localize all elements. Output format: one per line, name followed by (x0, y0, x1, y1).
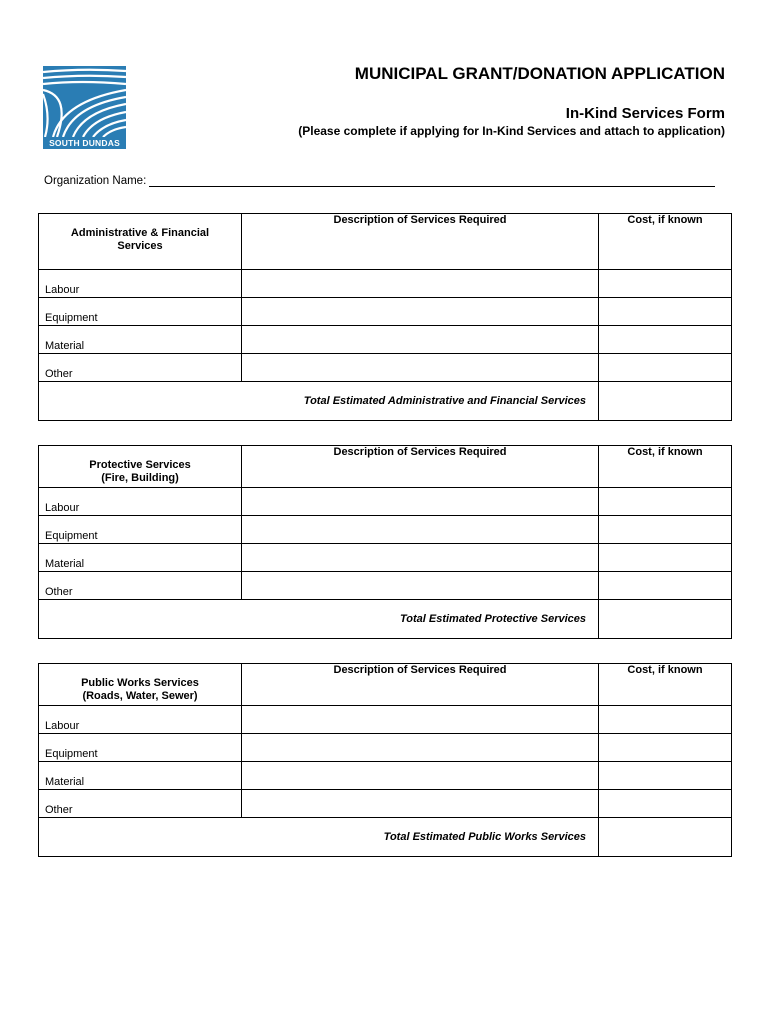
table-row (39, 516, 732, 544)
row-label: Labour (39, 488, 242, 516)
row-label: Equipment (39, 734, 242, 762)
table-row (39, 544, 732, 572)
form-subtitle: In-Kind Services Form (565, 105, 725, 122)
cost-cell[interactable] (599, 298, 732, 326)
category-line1: Protective Services (89, 459, 191, 471)
total-cost-cell[interactable] (599, 382, 732, 421)
total-cost-cell[interactable] (599, 600, 732, 639)
total-label: Total Estimated Administrative and Financial Services (39, 382, 599, 421)
south-dundas-logo (43, 66, 126, 149)
row-label: Other (39, 790, 242, 818)
table-row (39, 270, 732, 298)
description-cell[interactable] (242, 734, 599, 762)
row-label: Labour (39, 706, 242, 734)
description-cell[interactable] (242, 790, 599, 818)
row-label: Equipment (39, 298, 242, 326)
total-label: Total Estimated Public Works Services (39, 818, 599, 857)
cost-cell[interactable] (599, 354, 732, 382)
category-line2: (Roads, Water, Sewer) (82, 690, 198, 702)
cost-header: Cost, if known (599, 446, 732, 488)
table-row (39, 734, 732, 762)
cost-cell[interactable] (599, 572, 732, 600)
category-header (39, 446, 242, 488)
category-header (39, 664, 242, 706)
cost-header: Cost, if known (599, 664, 732, 706)
row-label: Material (39, 762, 242, 790)
table-row (39, 298, 732, 326)
description-cell[interactable] (242, 706, 599, 734)
table-row (39, 762, 732, 790)
row-label: Material (39, 326, 242, 354)
section-table-public-works (38, 663, 732, 857)
table-row (39, 354, 732, 382)
description-cell[interactable] (242, 544, 599, 572)
category-line1: Public Works Services (81, 677, 199, 689)
total-cost-cell[interactable] (599, 818, 732, 857)
description-cell[interactable] (242, 270, 599, 298)
description-cell[interactable] (242, 762, 599, 790)
cost-cell[interactable] (599, 544, 732, 572)
row-label: Material (39, 544, 242, 572)
cost-cell[interactable] (599, 488, 732, 516)
section-table-protective (38, 445, 732, 639)
cost-cell[interactable] (599, 706, 732, 734)
description-header: Description of Services Required (242, 446, 599, 488)
cost-header: Cost, if known (599, 214, 732, 270)
description-cell[interactable] (242, 298, 599, 326)
description-header: Description of Services Required (242, 214, 599, 270)
total-label: Total Estimated Protective Services (39, 600, 599, 639)
cost-cell[interactable] (599, 790, 732, 818)
total-row (39, 382, 732, 421)
cost-cell[interactable] (599, 326, 732, 354)
table-row (39, 790, 732, 818)
section-table-admin-financial (38, 213, 732, 421)
description-header: Description of Services Required (242, 664, 599, 706)
cost-cell[interactable] (599, 516, 732, 544)
cost-cell[interactable] (599, 270, 732, 298)
organization-name-label: Organization Name: (44, 175, 147, 187)
category-line1: Administrative & Financial (70, 227, 210, 239)
row-label: Labour (39, 270, 242, 298)
category-line2: Services (117, 240, 163, 252)
form-instructions: (Please complete if applying for In-Kind Services and attach to application) (298, 124, 725, 138)
cost-cell[interactable] (599, 734, 732, 762)
organization-name-row (44, 175, 715, 187)
organization-name-field[interactable] (149, 175, 715, 187)
category-header (39, 214, 242, 270)
row-label: Other (39, 354, 242, 382)
page-title: MUNICIPAL GRANT/DONATION APPLICATION (354, 64, 725, 83)
row-label: Equipment (39, 516, 242, 544)
table-row (39, 326, 732, 354)
description-cell[interactable] (242, 572, 599, 600)
description-cell[interactable] (242, 326, 599, 354)
description-cell[interactable] (242, 488, 599, 516)
table-row (39, 488, 732, 516)
table-row (39, 706, 732, 734)
table-row (39, 572, 732, 600)
description-cell[interactable] (242, 354, 599, 382)
total-row (39, 818, 732, 857)
description-cell[interactable] (242, 516, 599, 544)
cost-cell[interactable] (599, 762, 732, 790)
total-row (39, 600, 732, 639)
row-label: Other (39, 572, 242, 600)
logo-text: SOUTH DUNDAS (43, 137, 126, 149)
category-line2: (Fire, Building) (101, 472, 179, 484)
